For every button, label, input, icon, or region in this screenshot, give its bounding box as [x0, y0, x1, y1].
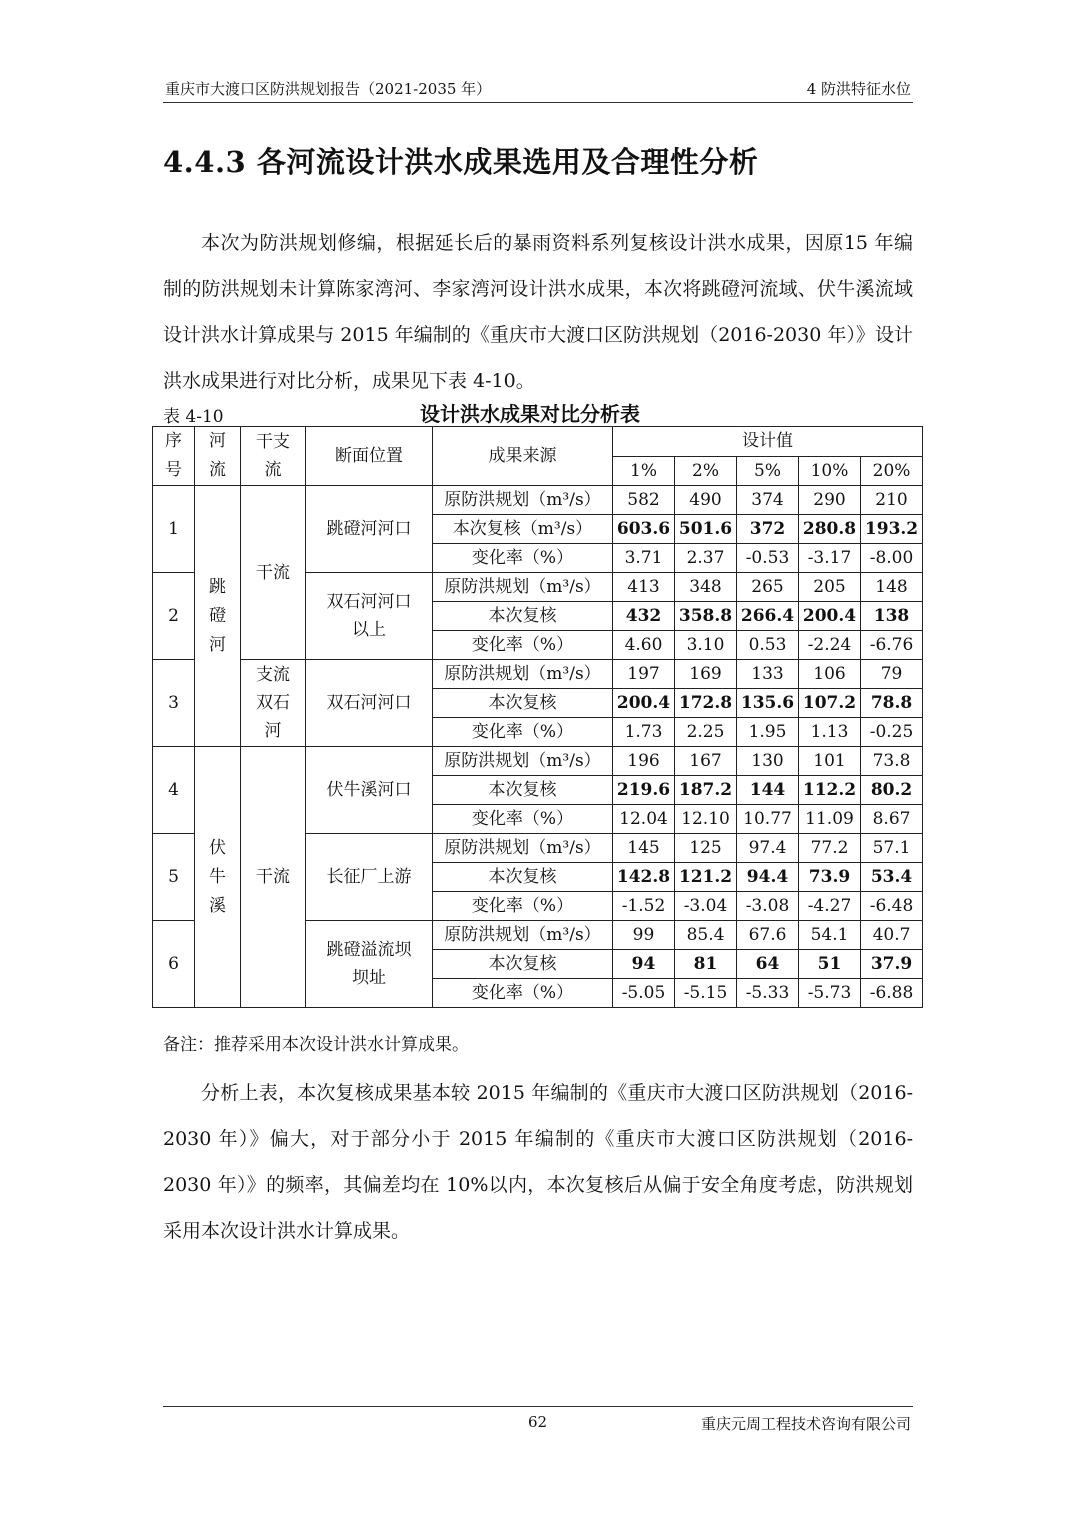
row-seq: 4	[153, 747, 195, 834]
design-value: 107.2	[799, 689, 861, 718]
intro-paragraph: 本次为防洪规划修编，根据延长后的暴雨资料系列复核设计洪水成果，因原15 年编制的防洪规划未计算陈家湾河、李家湾河设计洪水成果，本次将跳磴河流域、伏牛溪流域设计洪水计算成果与 2015 年编制的《重庆市大渡口区防洪规划（2016-2030 年）》设计洪水成果进行对比分析，成果见下表 4-10。	[163, 232, 913, 392]
design-value: 3.71	[613, 544, 675, 573]
design-value: 81	[675, 950, 737, 979]
design-value: 1.95	[737, 718, 799, 747]
section-location: 跳磴溢流坝 坝址	[306, 921, 433, 1008]
table-number: 表 4-10	[163, 407, 224, 427]
result-source: 变化率（%）	[433, 979, 613, 1008]
design-value: -6.88	[861, 979, 923, 1008]
design-value: 135.6	[737, 689, 799, 718]
design-value: 40.7	[861, 921, 923, 950]
design-value: 1.13	[799, 718, 861, 747]
row-seq: 5	[153, 834, 195, 921]
design-value: 2.25	[675, 718, 737, 747]
branch-type: 干流	[241, 747, 306, 1008]
design-value: 54.1	[799, 921, 861, 950]
result-source: 本次复核	[433, 863, 613, 892]
section-location: 双石河河口	[306, 660, 433, 747]
design-value: 413	[613, 573, 675, 602]
footer-company: 重庆元周工程技术咨询有限公司	[700, 1415, 911, 1433]
header-design-value: 设计值	[613, 427, 923, 457]
table-row	[153, 660, 923, 689]
flood-comparison-table	[152, 426, 923, 1008]
design-value: -3.04	[675, 892, 737, 921]
design-value: 121.2	[675, 863, 737, 892]
design-value: 280.8	[799, 515, 861, 544]
section-location: 长征厂上游	[306, 834, 433, 921]
design-value: 210	[861, 486, 923, 515]
design-value: 148	[861, 573, 923, 602]
design-value: -3.17	[799, 544, 861, 573]
design-value: 144	[737, 776, 799, 805]
page-footer	[163, 1406, 913, 1437]
design-value: 12.10	[675, 805, 737, 834]
section-location: 跳磴河河口	[306, 486, 433, 573]
design-value: 125	[675, 834, 737, 863]
design-value: 77.2	[799, 834, 861, 863]
design-value: 94	[613, 950, 675, 979]
river-name: 伏 牛 溪	[195, 747, 241, 1008]
design-value: 4.60	[613, 631, 675, 660]
design-value: 187.2	[675, 776, 737, 805]
design-value: 94.4	[737, 863, 799, 892]
table-row	[153, 747, 923, 776]
design-value: 57.1	[861, 834, 923, 863]
design-value: 130	[737, 747, 799, 776]
design-value: 265	[737, 573, 799, 602]
header-chapter: 4 防洪特征水位	[806, 80, 911, 98]
design-value: 196	[613, 747, 675, 776]
result-source: 变化率（%）	[433, 631, 613, 660]
design-value: 290	[799, 486, 861, 515]
design-value: 73.8	[861, 747, 923, 776]
design-value: -6.48	[861, 892, 923, 921]
design-value: 80.2	[861, 776, 923, 805]
header-frequency: 5%	[737, 456, 799, 486]
design-value: -1.52	[613, 892, 675, 921]
design-value: 145	[613, 834, 675, 863]
row-seq: 6	[153, 921, 195, 1008]
result-source: 原防洪规划（m³/s）	[433, 747, 613, 776]
design-value: 374	[737, 486, 799, 515]
design-value: 97.4	[737, 834, 799, 863]
design-value: -6.76	[861, 631, 923, 660]
design-value: 67.6	[737, 921, 799, 950]
design-value: -5.15	[675, 979, 737, 1008]
section-location: 伏牛溪河口	[306, 747, 433, 834]
design-value: 2.37	[675, 544, 737, 573]
design-value: 197	[613, 660, 675, 689]
result-source: 本次复核（m³/s）	[433, 515, 613, 544]
design-value: 219.6	[613, 776, 675, 805]
design-value: 348	[675, 573, 737, 602]
result-source: 变化率（%）	[433, 544, 613, 573]
header-source: 成果来源	[433, 427, 613, 486]
design-value: 167	[675, 747, 737, 776]
design-value: -2.24	[799, 631, 861, 660]
design-value: 432	[613, 602, 675, 631]
design-value: 51	[799, 950, 861, 979]
design-value: -8.00	[861, 544, 923, 573]
header-frequency: 20%	[861, 456, 923, 486]
design-value: 266.4	[737, 602, 799, 631]
design-value: 99	[613, 921, 675, 950]
design-value: 64	[737, 950, 799, 979]
design-value: 133	[737, 660, 799, 689]
analysis-paragraph: 分析上表，本次复核成果基本较 2015 年编制的《重庆市大渡口区防洪规划（2016-2030 年）》偏大，对于部分小于 2015 年编制的《重庆市大渡口区防洪规划（2016-2030 年）》的频率，其偏差均在 10%以内，本次复核后从偏于安全角度考虑，防洪规划采用本次设计洪水计算成果。	[163, 1082, 913, 1242]
row-seq: 1	[153, 486, 195, 573]
design-value: 106	[799, 660, 861, 689]
header-river: 河 流	[195, 427, 241, 486]
design-value: 358.8	[675, 602, 737, 631]
design-value: 10.77	[737, 805, 799, 834]
design-value: 0.53	[737, 631, 799, 660]
result-source: 本次复核	[433, 602, 613, 631]
branch-type: 支流 双石 河	[241, 660, 306, 747]
row-seq: 2	[153, 573, 195, 660]
design-value: 200.4	[799, 602, 861, 631]
design-value: -0.25	[861, 718, 923, 747]
header-report-title: 重庆市大渡口区防洪规划报告（2021-2035 年）	[165, 80, 492, 98]
design-value: 169	[675, 660, 737, 689]
result-source: 变化率（%）	[433, 718, 613, 747]
result-source: 本次复核	[433, 950, 613, 979]
table-note: 备注：推荐采用本次设计洪水计算成果。	[163, 1035, 469, 1055]
result-source: 本次复核	[433, 689, 613, 718]
table-row	[153, 486, 923, 515]
design-value: 490	[675, 486, 737, 515]
design-value: 582	[613, 486, 675, 515]
design-value: 372	[737, 515, 799, 544]
branch-type: 干流	[241, 486, 306, 660]
design-value: 3.10	[675, 631, 737, 660]
page-header	[163, 78, 913, 103]
design-value: 37.9	[861, 950, 923, 979]
design-value: 73.9	[799, 863, 861, 892]
result-source: 变化率（%）	[433, 892, 613, 921]
table-header-row	[153, 427, 923, 457]
design-value: 205	[799, 573, 861, 602]
design-value: -5.33	[737, 979, 799, 1008]
design-value: 138	[861, 602, 923, 631]
design-value: 11.09	[799, 805, 861, 834]
design-value: 501.6	[675, 515, 737, 544]
result-source: 变化率（%）	[433, 805, 613, 834]
design-value: -3.08	[737, 892, 799, 921]
design-value: 78.8	[861, 689, 923, 718]
header-seq: 序 号	[153, 427, 195, 486]
design-value: 603.6	[613, 515, 675, 544]
section-title: 4.4.3 各河流设计洪水成果选用及合理性分析	[163, 145, 759, 179]
design-value: 53.4	[861, 863, 923, 892]
result-source: 原防洪规划（m³/s）	[433, 486, 613, 515]
design-value: 172.8	[675, 689, 737, 718]
design-value: 112.2	[799, 776, 861, 805]
design-value: 200.4	[613, 689, 675, 718]
result-source: 原防洪规划（m³/s）	[433, 660, 613, 689]
design-value: 101	[799, 747, 861, 776]
result-source: 原防洪规划（m³/s）	[433, 834, 613, 863]
design-value: -0.53	[737, 544, 799, 573]
result-source: 原防洪规划（m³/s）	[433, 573, 613, 602]
design-value: 142.8	[613, 863, 675, 892]
header-branch: 干支 流	[241, 427, 306, 486]
design-value: 79	[861, 660, 923, 689]
design-value: 12.04	[613, 805, 675, 834]
row-seq: 3	[153, 660, 195, 747]
table-title: 设计洪水成果对比分析表	[420, 402, 640, 426]
design-value: -5.05	[613, 979, 675, 1008]
design-value: -5.73	[799, 979, 861, 1008]
header-frequency: 1%	[613, 456, 675, 486]
design-value: 1.73	[613, 718, 675, 747]
river-name: 跳 磴 河	[195, 486, 241, 747]
header-frequency: 10%	[799, 456, 861, 486]
design-value: -4.27	[799, 892, 861, 921]
design-value: 193.2	[861, 515, 923, 544]
result-source: 原防洪规划（m³/s）	[433, 921, 613, 950]
design-value: 8.67	[861, 805, 923, 834]
result-source: 本次复核	[433, 776, 613, 805]
page-number: 62	[528, 1413, 548, 1431]
header-section: 断面位置	[306, 427, 433, 486]
design-value: 85.4	[675, 921, 737, 950]
header-frequency: 2%	[675, 456, 737, 486]
section-location: 双石河河口 以上	[306, 573, 433, 660]
